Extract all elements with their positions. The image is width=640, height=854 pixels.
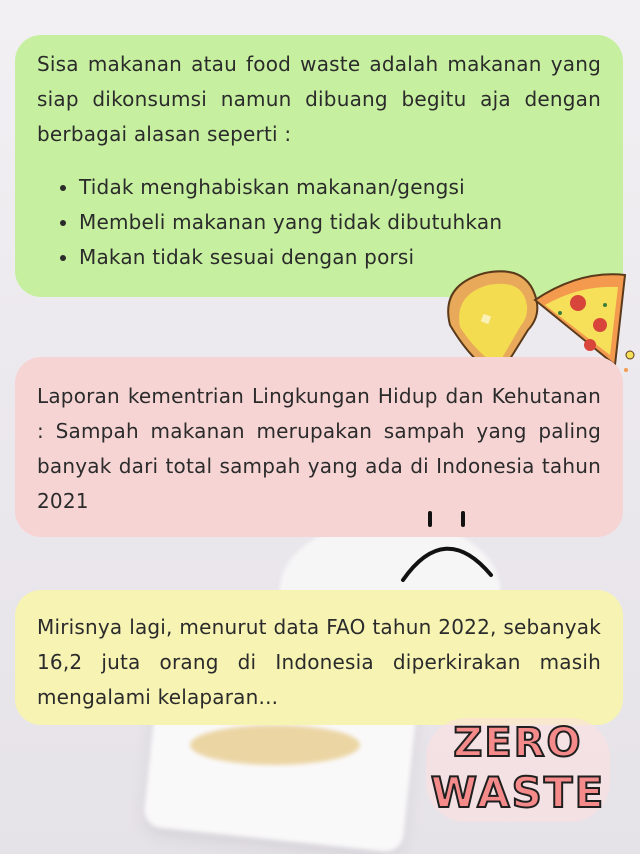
ministry-report-card: [15, 357, 623, 537]
reason-item: • Makan tidak sesuai dengan porsi: [79, 240, 601, 275]
fao-hunger-card: [15, 590, 623, 725]
zero-waste-line2: WASTE: [430, 768, 606, 817]
background-food-shape: [190, 725, 360, 765]
zero-waste-sticker: [418, 710, 618, 830]
food-waste-definition-text: Sisa makanan atau food waste adalah makanan yang siap dikonsumsi namun dibuang begitu aja dengan berbagai alasan seperti :: [37, 52, 601, 146]
fao-hunger-text: Mirisnya lagi, menurut data FAO tahun 2022, sebanyak 16,2 juta orang di Indonesia diperkirakan masih mengalami kelaparan...: [37, 615, 601, 709]
zero-waste-line1: ZERO: [453, 720, 583, 766]
reason-item: • Membeli makanan yang tidak dibutuhkan: [79, 205, 601, 240]
sad-face-icon: [393, 505, 503, 585]
ministry-report-text: Laporan kementrian Lingkungan Hidup dan Kehutanan : Sampah makanan merupakan sampah yang paling banyak dari total sampah yang ada di Indonesia tahun 2021: [37, 384, 601, 513]
reason-item: • Tidak menghabiskan makanan/gengsi: [79, 170, 601, 205]
